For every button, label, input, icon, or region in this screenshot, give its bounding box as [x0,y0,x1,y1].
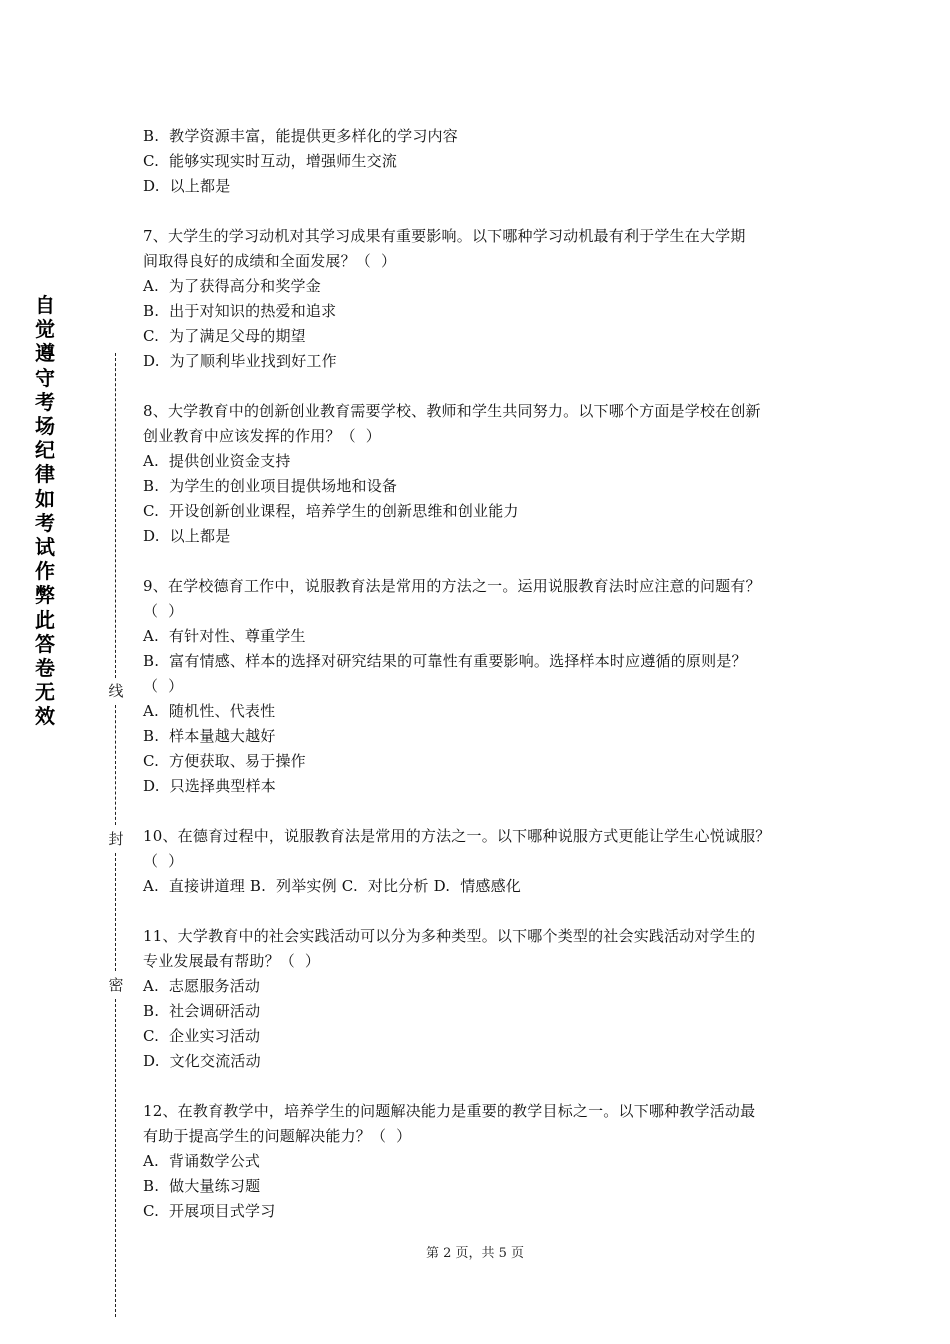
question-stem-line: 10、在德育过程中，说服教育法是常用的方法之一。以下哪种说服方式更能让学生心悦诚服？ [143,827,771,845]
warning-char: 纪 [35,438,55,463]
warning-char: 遵 [35,341,55,366]
binding-line-dashed [115,853,116,971]
answer-option: D. 只选择典型样本 [143,777,276,795]
warning-char: 无 [35,680,55,705]
answer-option: B. 社会调研活动 [143,1002,261,1020]
question-stem-line: 创业教育中应该发挥的作用？（ ） [143,427,381,445]
question-stem-line: 7、大学生的学习动机对其学习成果有重要影响。以下哪种学习动机最有利于学生在大学期 [143,227,746,245]
question-stem-line: 有助于提高学生的问题解决能力？（ ） [143,1127,412,1145]
seal-label-secret: 密 [108,976,124,994]
seal-label-seal: 封 [108,830,124,848]
answer-option: C. 方便获取、易于操作 [143,752,306,770]
warning-char: 守 [35,365,55,390]
warning-char: 场 [35,414,55,439]
warning-char: 作 [35,559,55,584]
question-stem-line: 间取得良好的成绩和全面发展？（ ） [143,252,397,270]
answer-option: A. 背诵数学公式 [143,1152,261,1170]
seal-label-line: 线 [108,682,124,700]
answer-option: （ ） [143,677,184,695]
question-block [143,124,833,199]
question-stem-line: 8、大学教育中的创新创业教育需要学校、教师和学生共同努力。以下哪个方面是学校在创新 [143,402,761,420]
answer-option: B. 教学资源丰富，能提供更多样化的学习内容 [143,127,458,145]
answer-option: A. 为了获得高分和奖学金 [143,277,321,295]
answer-option: B. 富有情感、样本的选择对研究结果的可靠性有重要影响。选择样本时应遵循的原则是？ [143,652,747,670]
binding-line-dashed [115,705,116,825]
binding-line-dashed [115,999,116,1317]
page-number: 第 2 页，共 5 页 [425,1246,525,1261]
question-stem-line: 11、大学教育中的社会实践活动可以分为多种类型。以下哪个类型的社会实践活动对学生的 [143,927,756,945]
answer-option: A. 志愿服务活动 [143,977,261,995]
answer-option: B. 为学生的创业项目提供场地和设备 [143,477,398,495]
warning-char: 答 [35,631,55,656]
question-list [143,124,833,1224]
answer-option: B. 样本量越大越好 [143,727,276,745]
answer-option: A. 随机性、代表性 [143,702,276,720]
question-stem-line: 专业发展最有帮助？（ ） [143,952,321,970]
question-stem-line: （ ） [143,852,184,870]
answer-option: A. 提供创业资金支持 [143,452,291,470]
answer-option: A. 有针对性、尊重学生 [143,627,306,645]
answer-option: C. 能够实现实时互动，增强师生交流 [143,152,398,170]
question-block [143,824,833,899]
answer-option: B. 做大量练习题 [143,1177,261,1195]
question-block [143,924,833,1074]
answer-option: C. 为了满足父母的期望 [143,327,306,345]
question-block [143,1099,833,1224]
answer-option: D. 以上都是 [143,527,231,545]
warning-char: 自 [35,293,55,317]
warning-char: 如 [35,486,55,511]
answer-option: A. 直接讲道理 B. 列举实例 C. 对比分析 D. 情感感化 [143,877,522,895]
answer-option: C. 企业实习活动 [143,1027,261,1045]
warning-char: 弊 [35,583,55,608]
answer-option: C. 开设创新创业课程，培养学生的创新思维和创业能力 [143,502,519,520]
answer-option: B. 出于对知识的热爱和追求 [143,302,337,320]
answer-option: D. 文化交流活动 [143,1052,261,1070]
answer-option: D. 为了顺利毕业找到好工作 [143,352,337,370]
question-stem-line: 9、在学校德育工作中，说服教育法是常用的方法之一。运用说服教育法时应注意的问题有？ [143,577,761,595]
question-stem-line: 12、在教育教学中，培养学生的问题解决能力是重要的教学目标之一。以下哪种教学活动最 [143,1102,756,1120]
warning-char: 觉 [35,317,55,342]
exam-discipline-warning [28,293,62,729]
question-stem-line: （ ） [143,602,184,620]
warning-char: 卷 [35,656,55,681]
warning-char: 效 [35,704,55,729]
warning-char: 律 [35,462,55,487]
question-block [143,399,833,549]
question-block [143,574,833,799]
warning-char: 考 [35,389,55,414]
warning-char: 试 [35,535,55,560]
binding-line-dashed [115,353,116,678]
answer-option: D. 以上都是 [143,177,231,195]
warning-char: 此 [35,607,55,632]
warning-char: 考 [35,510,55,535]
question-block [143,224,833,374]
answer-option: C. 开展项目式学习 [143,1202,276,1220]
